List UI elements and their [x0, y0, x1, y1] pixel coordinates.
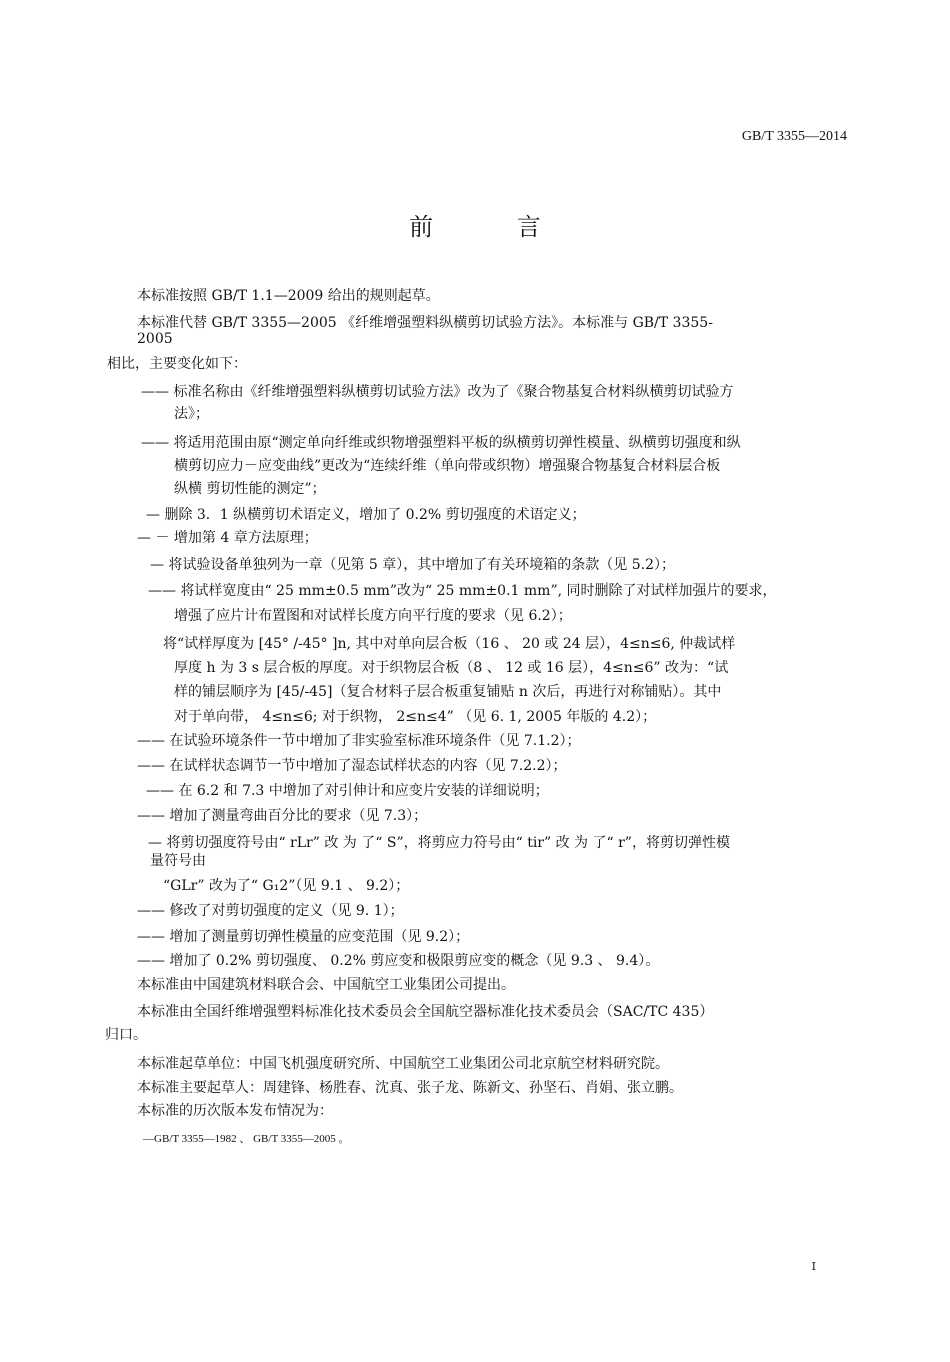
list-item: — 将剪切强度符号由“ rLr” 改 为 了“ S”，将剪应力符号由“ tir” 改 为 了“ r”，将剪切弹性模: [148, 835, 730, 851]
list-item: —— 增加了测量弯曲百分比的要求（见 7.3）；: [137, 808, 428, 824]
paragraph-line: 本标准由中国建筑材料联合会、中国航空工业集团公司提出。: [137, 977, 515, 993]
standard-number: GB/T 3355—2014: [741, 129, 847, 144]
list-item-continuation: “GLr” 改为了“ G₁2”（见 9.1 、 9.2）；: [163, 878, 410, 894]
list-item-continuation: 增强了应片计布置图和对试样长度方向平行度的要求（见 6.2）；: [174, 608, 572, 624]
list-item: — 删除 3．1 纵横剪切术语定义，增加了 0.2% 剪切强度的术语定义；: [146, 507, 586, 523]
list-item: —— 在 6.2 和 7.3 中增加了对引伸计和应变片安装的详细说明；: [146, 783, 549, 799]
list-item: — － 增加第 4 章方法原理；: [137, 530, 318, 546]
version-history: —GB/T 3355—1982 、 GB/T 3355—2005 。: [143, 1133, 350, 1145]
list-item-continuation: 厚度 h 为 3 s 层合板的厚度。对于织物层合板（8 、 12 或 16 层），4≤n≤6” 改为：“试: [174, 660, 729, 676]
list-item: —— 增加了 0.2% 剪切强度、 0.2% 剪应变和极限剪应变的概念（见 9.3 、 9.4）。: [137, 953, 660, 969]
list-item: —— 将试样宽度由“ 25 mm±0.5 mm”改为“ 25 mm±0.1 mm”, 同时删除了对试样加强片的要求，: [148, 583, 777, 599]
list-item-continuation: 对于单向带， 4≤n≤6; 对于织物， 2≤n≤4” （见 6. 1, 2005 年版的 4.2）；: [174, 709, 657, 725]
list-item-continuation: 横剪切应力－应变曲线”更改为“连续纤维（单向带或织物）增强聚合物基复合材料层合板: [174, 458, 721, 474]
list-item: —— 在试验环境条件一节中增加了非实验室标准环境条件（见 7.1.2）；: [137, 733, 581, 749]
page-number: I: [811, 1260, 816, 1273]
list-item: 将“试样厚度为 [45° /-45° ]n, 其中对单向层合板（16 、 20 或 24 层），4≤n≤6, 仲裁试样: [163, 636, 736, 652]
paragraph-line: 归口。: [105, 1027, 147, 1043]
list-item: — 将试验设备单独列为一章（见第 5 章），其中增加了有关环境箱的条款（见 5.2）；: [150, 557, 675, 573]
paragraph-line: 本标准按照 GB/T 1.1—2009 给出的规则起草。: [137, 288, 440, 304]
list-item: —— 增加了测量剪切弹性模量的应变范围（见 9.2）；: [137, 929, 470, 945]
list-item: —— 在试样状态调节一节中增加了湿态试样状态的内容（见 7.2.2）；: [137, 758, 567, 774]
page-title: 前 言: [409, 213, 579, 241]
paragraph-line: 2005: [137, 331, 173, 347]
list-item-continuation: 法》；: [174, 406, 209, 422]
paragraph-line: 本标准起草单位：中国飞机强度研究所、中国航空工业集团公司北京航空材料研究院。: [137, 1056, 669, 1072]
paragraph-line: 本标准主要起草人：周建锋、杨胜春、沈真、张子龙、陈新文、孙坚石、肖娟、张立鹏。: [137, 1080, 683, 1096]
list-item: —— 修改了对剪切强度的定义（见 9. 1）；: [137, 903, 404, 919]
list-item-continuation: 量符号由: [150, 853, 206, 869]
list-item: —— 标准名称由《纤维增强塑料纵横剪切试验方法》改为了《聚合物基复合材料纵横剪切试验方: [141, 384, 734, 400]
list-item-continuation: 样的铺层顺序为 [45/-45]（复合材料子层合板重复铺贴 n 次后，再进行对称铺贴）。其中: [174, 684, 722, 700]
paragraph-line: 本标准的历次版本发布情况为：: [137, 1103, 333, 1119]
list-item-continuation: 纵横 剪切性能的测定”；: [174, 481, 326, 497]
paragraph-line: 本标准代替 GB/T 3355—2005 《纤维增强塑料纵横剪切试验方法》。本标准与 GB/T 3355-: [137, 315, 713, 331]
paragraph-line: 相比，主要变化如下：: [107, 356, 247, 372]
paragraph-line: 本标准由全国纤维增强塑料标准化技术委员会全国航空器标准化技术委员会（SAC/TC 435）: [137, 1004, 714, 1020]
list-item: —— 将适用范围由原“测定单向纤维或织物增强塑料平板的纵横剪切弹性模量、纵横剪切强度和纵: [141, 435, 741, 451]
